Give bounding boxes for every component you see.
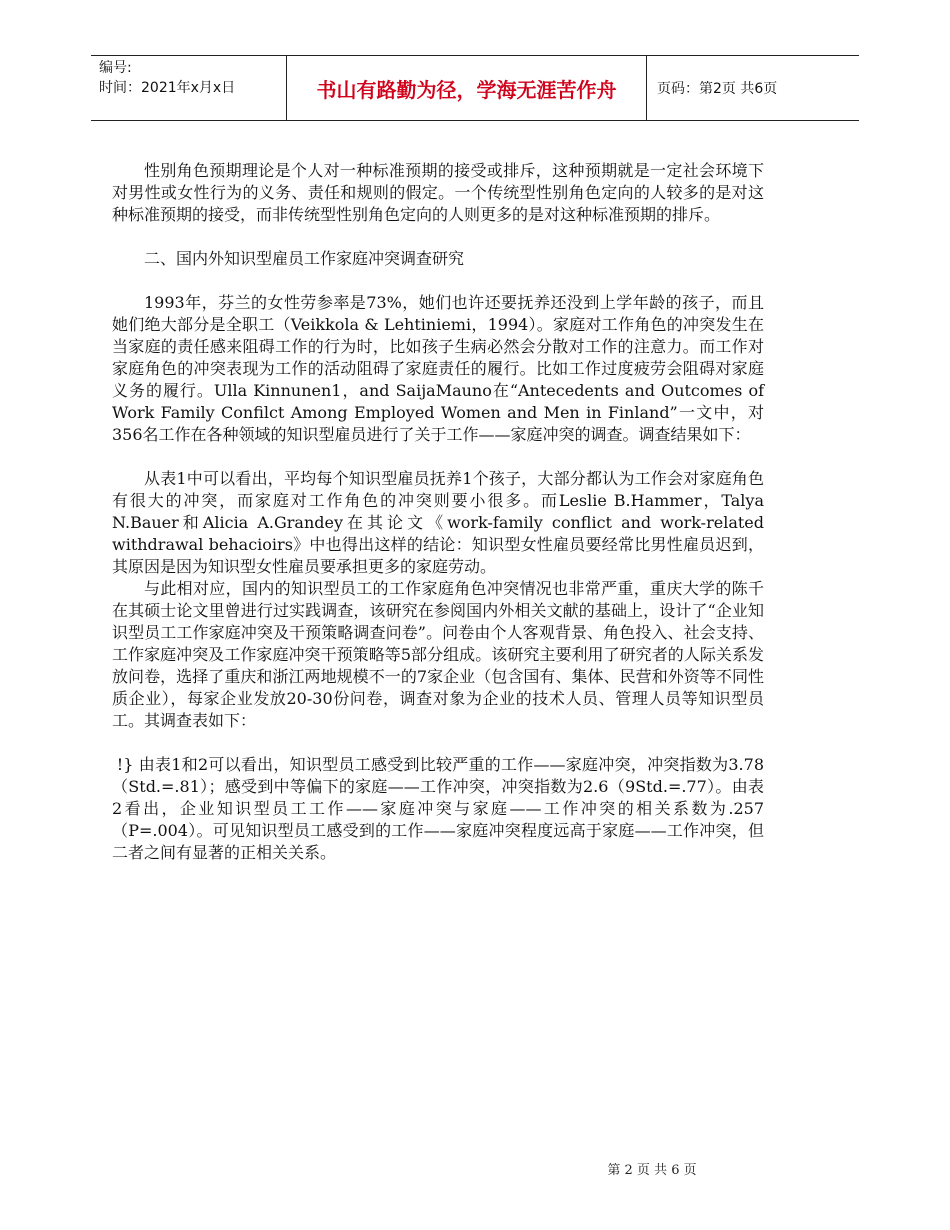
- document-body: [112, 160, 764, 864]
- section-heading: 二、国内外知识型雇员工作家庭冲突调查研究: [144, 249, 465, 268]
- paragraph-domestic-study: 与此相对应，国内的知识型员工的工作家庭角色冲突情况也非常严重，重庆大学的陈千在其硕士论文里曾进行过实践调查，该研究在参阅国内外相关文献的基础上，设计了“企业知识型员工工作家庭冲突及干预策略调查问卷”。问卷由个人客观背景、角色投入、社会支持、工作家庭冲突及工作家庭冲突干预策略等5部分组成。该研究主要利用了研究者的人际关系发放问卷，选择了重庆和浙江两地规模不一的7家企业（包含国有、集体、民营和外资等不同性质企业），每家企业发放20-30份问卷，调查对象为企业的技术人员、管理人员等知识型员工。其调查表如下：: [112, 579, 764, 730]
- header-motto: 书山有路勤为径，学海无涯苦作舟: [286, 56, 647, 120]
- header-page-info: 页码：第2页 共6页: [657, 81, 778, 97]
- header-meta: [91, 56, 286, 120]
- time-label: 时间：2021年x月x日: [99, 80, 236, 96]
- page-footer: 第 2 页 共 6 页: [607, 1163, 697, 1178]
- page-header: [91, 55, 859, 121]
- paragraph-finland-study: 1993年，芬兰的女性劳参率是73%，她们也许还要抚养还没到上学年龄的孩子，而且她们绝大部分是全职工（Veikkola & Lehtiniemi，1994）。家庭对工作角色的冲突发生在当家庭的责任感来阻碍工作的行为时，比如孩子生病必然会分散对工作的注意力。而工作对家庭角色的冲突表现为工作的活动阻碍了家庭责任的履行。比如工作过度疲劳会阻碍对家庭义务的履行。Ulla Kinnunen1，and SaijaMauno在“Antecedents and Outcomes of Work Family Confilct Among Employed Women and Men in Finland”一文中，对356名工作在各种领域的知识型雇员进行了关于工作——家庭冲突的调查。调查结果如下：: [112, 293, 764, 444]
- paragraph-gender-role-theory: 性别角色预期理论是个人对一种标准预期的接受或排斥，这种预期就是一定社会环境下对男性或女性行为的义务、责任和规则的假定。一个传统型性别角色定向的人较多的是对这种标准预期的接受，而非传统型性别角色定向的人则更多的是对这种标准预期的排斥。: [112, 161, 764, 224]
- paragraph-table1-analysis: 从表1中可以看出，平均每个知识型雇员抚养1个孩子，大部分都认为工作会对家庭角色有很大的冲突，而家庭对工作角色的冲突则要小很多。而Leslie B.Hammer，Talya N.Bauer和Alicia A.Grandey在其论文《work-family conflict and work-related withdrawal behacioirs》中也得出这样的结论：知识型女性雇员要经常比男性雇员迟到，其原因是因为知识型女性雇员要承担更多的家庭劳动。: [112, 469, 764, 576]
- paragraph-conclusion: !} 由表1和2可以看出，知识型员工感受到比较严重的工作——家庭冲突，冲突指数为3.78（Std.=.81）；感受到中等偏下的家庭——工作冲突，冲突指数为2.6（9Std.=.77）。由表2看出，企业知识型员工工作——家庭冲突与家庭——工作冲突的相关系数为.257（P=.004）。可见知识型员工感受到的工作——家庭冲突程度远高于家庭——工作冲突，但二者之间有显著的正相关关系。: [112, 755, 764, 862]
- number-label: 编号:: [99, 60, 132, 76]
